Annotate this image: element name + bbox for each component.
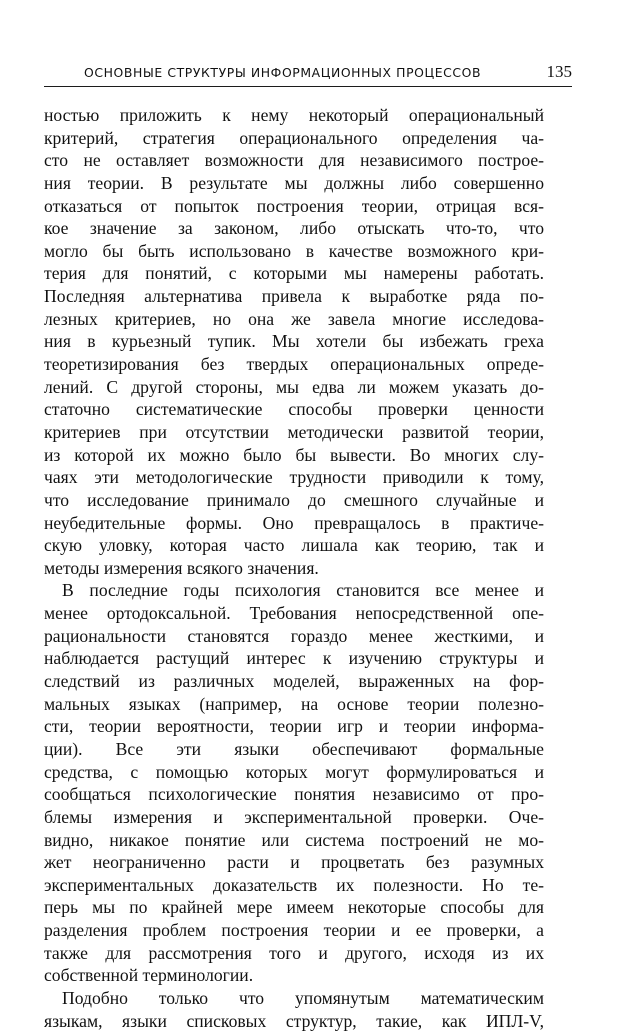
text-line: методы измерения всякого значения. <box>44 557 319 578</box>
text-line: могло бы быть использовано в качестве возможного кри- <box>44 240 544 261</box>
text-line: перь мы по крайней мере имеем некоторые способы для <box>44 897 544 918</box>
text-line: В последние годы психология становится все менее и <box>62 580 544 601</box>
text-line: также для рассмотрения того и другого, исходя из их <box>44 942 544 963</box>
text-line: чаях эти методологические трудности приводили к тому, <box>44 467 544 488</box>
text-line: сто не оставляет возможности для независимого построе- <box>44 150 544 171</box>
text-line: средства, с помощью которых могут формулироваться и <box>44 761 544 782</box>
text-line: неубедительные формы. Оно превращалось в практиче- <box>44 512 544 533</box>
text-line: экспериментальных доказательств их полезности. Но те- <box>44 874 544 895</box>
text-line: следствий из различных моделей, выраженных на фор- <box>44 671 544 692</box>
paragraph-1 <box>44 104 544 579</box>
text-line: критерий, стратегия операционального определения ча- <box>44 127 544 148</box>
page-number: 135 <box>546 62 572 81</box>
text-line: языкам, языки списковых структур, такие, как ИПЛ-V, <box>44 1010 544 1031</box>
text-line: теоретизирования без твердых операциональных опреде- <box>44 354 544 375</box>
running-head <box>44 62 572 87</box>
text-line: собственной терминологии. <box>44 965 254 986</box>
text-line: сообщаться психологические понятия независимо от про- <box>44 784 544 805</box>
text-line: жет неограниченно расти и процветать без разумных <box>44 852 544 873</box>
paragraph-3 <box>44 987 544 1032</box>
text-line: кое значение за законом, либо отыскать что-то, что <box>44 218 544 239</box>
body-text <box>44 104 544 1032</box>
text-line: из которой их можно было бы вывести. Во многих слу- <box>44 444 544 465</box>
text-line: мальных языках (например, на основе теории полезно- <box>44 693 544 714</box>
text-line: что исследование принимало до смешного случайные и <box>44 489 544 510</box>
text-line: Последняя альтернатива привела к выработке ряда по- <box>44 286 544 307</box>
running-title: ОСНОВНЫЕ СТРУКТУРЫ ИНФОРМАЦИОННЫХ ПРОЦЕССОВ <box>84 65 482 80</box>
text-line: терия для понятий, с которыми мы намерены работать. <box>44 263 544 284</box>
text-line: разделения проблем построения теории и ее проверки, а <box>44 920 544 941</box>
text-line: лезных критериев, но она же завела многие исследова- <box>44 308 544 329</box>
text-line: скую уловку, которая часто лишала как теорию, так и <box>44 535 544 556</box>
text-line: ностью приложить к нему некоторый операциональный <box>44 105 544 125</box>
text-line: ции). Все эти языки обеспечивают формальные <box>44 738 544 759</box>
text-line: менее ортодоксальной. Требования непосредственной опе- <box>44 603 544 624</box>
text-line: видно, никакое понятие или система построений не мо- <box>44 829 544 850</box>
text-line: статочно систематические способы проверки ценности <box>44 399 544 420</box>
text-line: Подобно только что упомянутым математическим <box>62 987 544 1008</box>
text-line: отказаться от попыток построения теории, отрицая вся- <box>44 195 544 216</box>
paragraph-2 <box>44 579 544 987</box>
text-line: наблюдается растущий интерес к изучению структуры и <box>44 648 544 669</box>
text-line: ния в курьезный тупик. Мы хотели бы избежать греха <box>44 331 544 352</box>
text-line: рациональности становятся гораздо менее жесткими, и <box>44 625 544 646</box>
text-line: ния теории. В результате мы должны либо совершенно <box>44 172 544 193</box>
text-line: блемы измерения и экспериментальной проверки. Оче- <box>44 806 544 827</box>
text-line: лений. С другой стороны, мы едва ли можем указать до- <box>44 376 544 397</box>
text-line: критериев при отсутствии методически развитой теории, <box>44 421 544 442</box>
text-line: сти, теории вероятности, теории игр и теории информа- <box>44 716 544 737</box>
